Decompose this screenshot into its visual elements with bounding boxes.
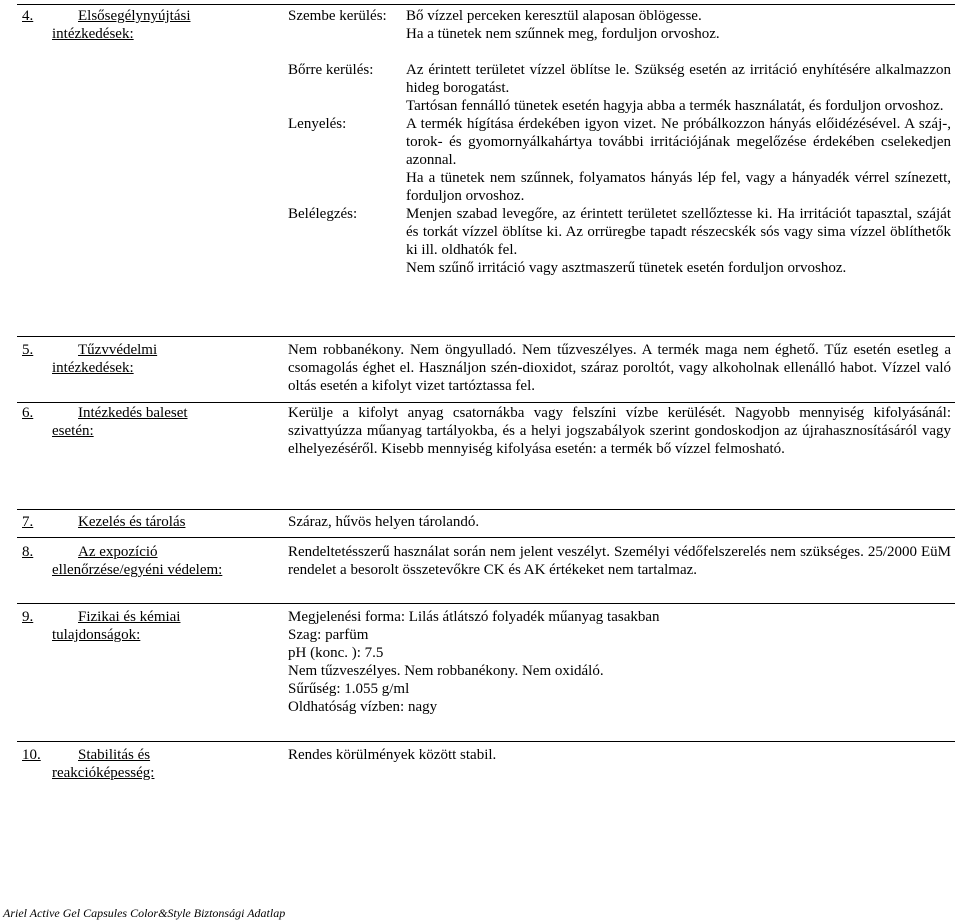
section-title-cont: esetén: — [52, 423, 94, 439]
text-line: Tartósan fennálló tünetek esetén hagyja abba a termék használatát, és forduljon orvoshoz. — [406, 98, 944, 114]
section-title-cont: intézkedések: — [52, 26, 134, 42]
section-number: 9. — [22, 609, 34, 625]
section-title: Az expozíció — [78, 544, 158, 560]
section-number: 8. — [22, 544, 34, 560]
section-9-label — [22, 608, 272, 644]
text-line: Bő vízzel perceken keresztül alaposan öblögesse. — [406, 8, 702, 24]
section-title: Stabilitás és — [78, 747, 151, 763]
text-line: Ha a tünetek nem szűnnek meg, forduljon orvoshoz. — [406, 26, 720, 42]
property-line: Szag: parfüm — [288, 627, 369, 643]
section-number: 10. — [22, 747, 41, 763]
ingestion-text — [406, 115, 951, 205]
skin-contact-row — [288, 61, 951, 115]
section-6-label — [22, 404, 272, 440]
text-line: Nem szűnő irritáció vagy asztmaszerű tünetek esetén forduljon orvoshoz. — [406, 260, 847, 276]
divider — [17, 741, 955, 742]
section-5-content: Nem robbanékony. Nem öngyulladó. Nem tűzveszélyes. A termék maga nem éghető. Tűz esetén esetleg a csomagolás éghet el. Használjon szén-dioxidot, száraz poroltót, vagy alkoholnak ellenálló habot. Vízzel való oltás esetén a kifolyt vizet tartóztassa fel. — [288, 342, 951, 394]
section-8-label — [22, 543, 272, 579]
skin-contact-text — [406, 61, 951, 115]
section-6-content: Kerülje a kifolyt anyag csatornákba vagy felszíni vízbe kerülését. Nagyobb mennyiség kifolyásánál: szivattyúzza műanyag tartályokba, és a helyi jogszabályok szerint gondoskodjon az újrahasznosításáról vagy elhelyezéséről. Kisebb mennyiség kifolyása esetén: a termék bő vízzel felmosható. — [288, 405, 951, 457]
property-line: Nem tűzveszélyes. Nem robbanékony. Nem oxidáló. — [288, 663, 604, 679]
text-line: Menjen szabad levegőre, az érintett területet szellőztesse ki. Ha irritációt tapasztal, száját és torkát vízzel öblítse ki. Az orrüregbe tapadt részecskék sós vagy sima vízzel öblíthetők ki ill. oldhatók fel. — [406, 206, 951, 258]
inhalation-row — [288, 205, 951, 277]
property-line: Oldhatóság vízben: nagy — [288, 699, 438, 715]
text-line: Az érintett területet vízzel öblítse le. Szükség esetén az irritáció enyhítésére alkalmazzon hideg borogatást. — [406, 62, 951, 96]
ingestion-label: Lenyelés: — [288, 116, 347, 132]
section-title: Intézkedés baleset — [78, 405, 188, 421]
property-line: Megjelenési forma: Lilás átlátszó folyadék műanyag tasakban — [288, 609, 660, 625]
section-number: 4. — [22, 8, 34, 24]
ingestion-row — [288, 115, 951, 205]
divider — [17, 336, 955, 337]
section-title-cont: ellenőrzése/egyéni védelem: — [52, 562, 223, 578]
text-line: A termék hígítása érdekében igyon vizet. Ne próbálkozzon hányás előidézésével. A száj-, torok- és gyomornyálkahártya további irritációjának megelőzése érdekében cselekedjen azonnal. — [406, 116, 951, 168]
section-number: 7. — [22, 514, 34, 530]
document-footer: Ariel Active Gel Capsules Color&Style Biztonsági Adatlap — [3, 906, 286, 920]
section-title: Tűzvvédelmi — [78, 342, 158, 358]
section-title-cont: tulajdonságok: — [52, 627, 141, 643]
eye-contact-label: Szembe kerülés: — [288, 8, 387, 24]
divider — [17, 402, 955, 403]
eye-contact-row — [288, 7, 951, 43]
divider — [17, 4, 955, 5]
skin-contact-label: Bőrre kerülés: — [288, 62, 374, 78]
eye-contact-text — [406, 7, 951, 43]
divider — [17, 509, 955, 510]
section-4-content — [288, 7, 951, 277]
section-title: Kezelés és tárolás — [78, 514, 186, 530]
section-4-label — [22, 7, 272, 43]
section-title-cont: intézkedések: — [52, 360, 134, 376]
inhalation-text — [406, 205, 951, 277]
section-5-label — [22, 341, 272, 377]
section-title: Elsősegélynyújtási — [78, 8, 191, 24]
section-8-content: Rendeltetésszerű használat során nem jelent veszélyt. Személyi védőfelszerelés nem szükséges. 25/2000 EüM rendelet a besorolt összetevőkre CK és AK értékeket nem tartalmaz. — [288, 544, 951, 578]
section-title: Fizikai és kémiai — [78, 609, 181, 625]
property-line: Sűrűség: 1.055 g/ml — [288, 681, 410, 697]
section-9-content — [288, 608, 951, 716]
property-line: pH (konc. ): 7.5 — [288, 645, 384, 661]
divider — [17, 603, 955, 604]
section-number: 5. — [22, 342, 34, 358]
section-7-content: Száraz, hűvös helyen tárolandó. — [288, 514, 480, 530]
section-10-label — [22, 746, 272, 782]
divider — [17, 537, 955, 538]
text-line: Ha a tünetek nem szűnnek, folyamatos hányás lép fel, vagy a hányadék vérrel színezett, forduljon orvoshoz. — [406, 170, 951, 204]
section-7-label — [22, 513, 272, 531]
inhalation-label: Belélegzés: — [288, 206, 358, 222]
section-number: 6. — [22, 405, 34, 421]
section-10-content: Rendes körülmények között stabil. — [288, 747, 497, 763]
section-title-cont: reakcióképesség: — [52, 765, 155, 781]
